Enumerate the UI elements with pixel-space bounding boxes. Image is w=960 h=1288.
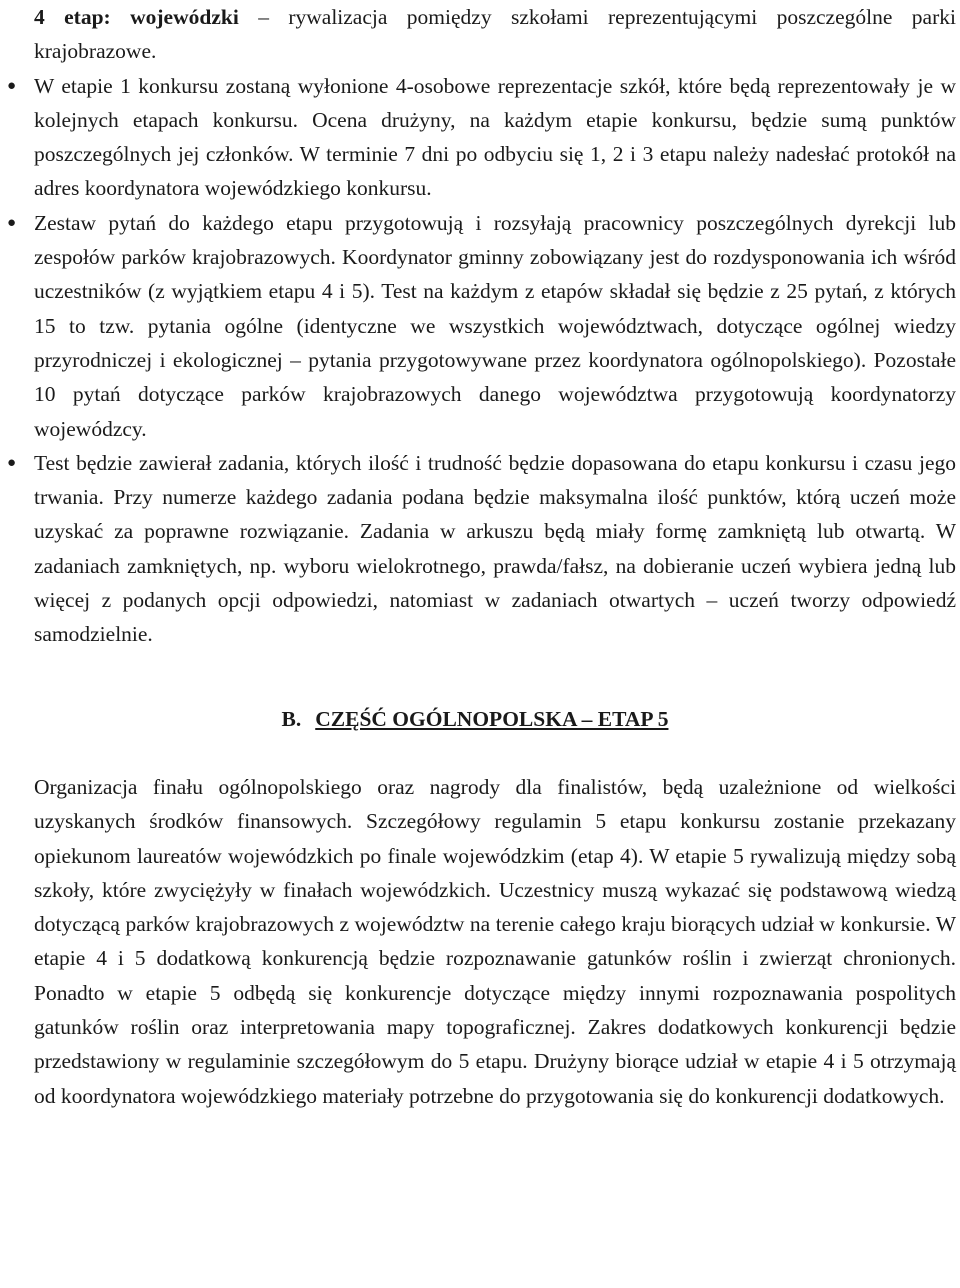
rules-bullet-list — [7, 69, 956, 652]
section-b-letter: B. — [281, 706, 302, 731]
bullet-text-teams: W etapie 1 konkursu zostaną wyłonione 4-osobowe reprezentacje szkół, które będą reprezentowały je w kolejnych etapach konkursu. Ocena drużyny, na każdym etapie konkursu, będzie sumą punktów poszczególnych jej członków. W terminie 7 dni po odbyciu się 1, 2 i 3 etapu należy nadesłać protokół na adres koordynatora wojewódzkiego konkursu. — [34, 73, 956, 201]
section-b-heading — [34, 702, 956, 736]
stage-4-description — [34, 0, 956, 69]
bullet-dot-icon: ● — [7, 214, 17, 231]
bullet-dot-icon: ● — [7, 454, 17, 471]
bullet-item-questions — [7, 206, 956, 446]
final-stage-paragraph: Organizacja finału ogólnopolskiego oraz nagrody dla finalistów, będą uzależnione od wielkości uzyskanych środków finansowych. Szczegółowy regulamin 5 etapu konkursu zostanie przekazany opiekunom laureatów wojewódzkich po finale wojewódzkim (etap 4). W etapie 5 rywalizują między sobą szkoły, które zwyciężyły w finałach wojewódzkich. Uczestnicy muszą wykazać się podstawową wiedzą dotyczącą parków krajobrazowych z województw na terenie całego kraju biorących udział w konkursie. W etapie 4 i 5 dodatkową konkurencją będzie rozpoznawanie gatunków roślin i zwierząt chronionych. Ponadto w etapie 5 odbędą się konkurencje dotyczące między innymi rozpoznawania pospolitych gatunków roślin oraz interpretowania mapy topograficznej. Zakres dodatkowych konkurencji będzie przedstawiony w regulaminie szczegółowym do 5 etapu. Drużyny biorące udział w etapie 4 i 5 otrzymają od koordynatora wojewódzkiego materiały potrzebne do przygotowania się do konkurencji dodatkowych. — [34, 774, 956, 1108]
bullet-text-questions: Zestaw pytań do każdego etapu przygotowują i rozsyłają pracownicy poszczególnych dyrekcji lub zespołów parków krajobrazowych. Koordynator gminny zobowiązany jest do rozdysponowania ich wśród uczestników (z wyjątkiem etapu 4 i 5). Test na każdym z etapów składał się będzie z 25 pytań, z których 15 to tzw. pytania ogólne (identyczne we wszystkich województwach, dotyczące ogólnej wiedzy przyrodniczej i ekologicznej – pytania przygotowywane przez koordynatora ogólnopolskiego). Pozostałe 10 pytań dotyczące parków krajobrazowych danego województwa przygotowują koordynatorzy wojewódzcy. — [34, 210, 956, 441]
bullet-item-test — [7, 446, 956, 652]
document-page — [7, 0, 956, 1113]
stage-4-label: 4 etap: wojewódzki — [34, 5, 239, 29]
bullet-dot-icon: ● — [7, 77, 17, 94]
section-b-title: CZĘŚĆ OGÓLNOPOLSKA – ETAP 5 — [315, 706, 669, 731]
bullet-text-test: Test będzie zawierał zadania, których ilość i trudność będzie dopasowana do etapu konkursu i czasu jego trwania. Przy numerze każdego zadania podana będzie maksymalna ilość punktów, którą uczeń może uzyskać za poprawne rozwiązanie. Zadania w arkuszu będą miały formę zamkniętą lub otwartą. W zadaniach zamkniętych, np. wyboru wielokrotnego, prawda/fałsz, na dobieranie uczeń wybiera jedną lub więcej z podanych opcji odpowiedzi, natomiast w zadaniach otwartych – uczeń tworzy odpowiedź samodzielnie. — [34, 450, 956, 647]
bullet-item-teams — [7, 69, 956, 206]
stage-4-text: – rywalizacja pomiędzy szkołami reprezentującymi poszczególne parki krajobrazowe. — [34, 5, 956, 64]
